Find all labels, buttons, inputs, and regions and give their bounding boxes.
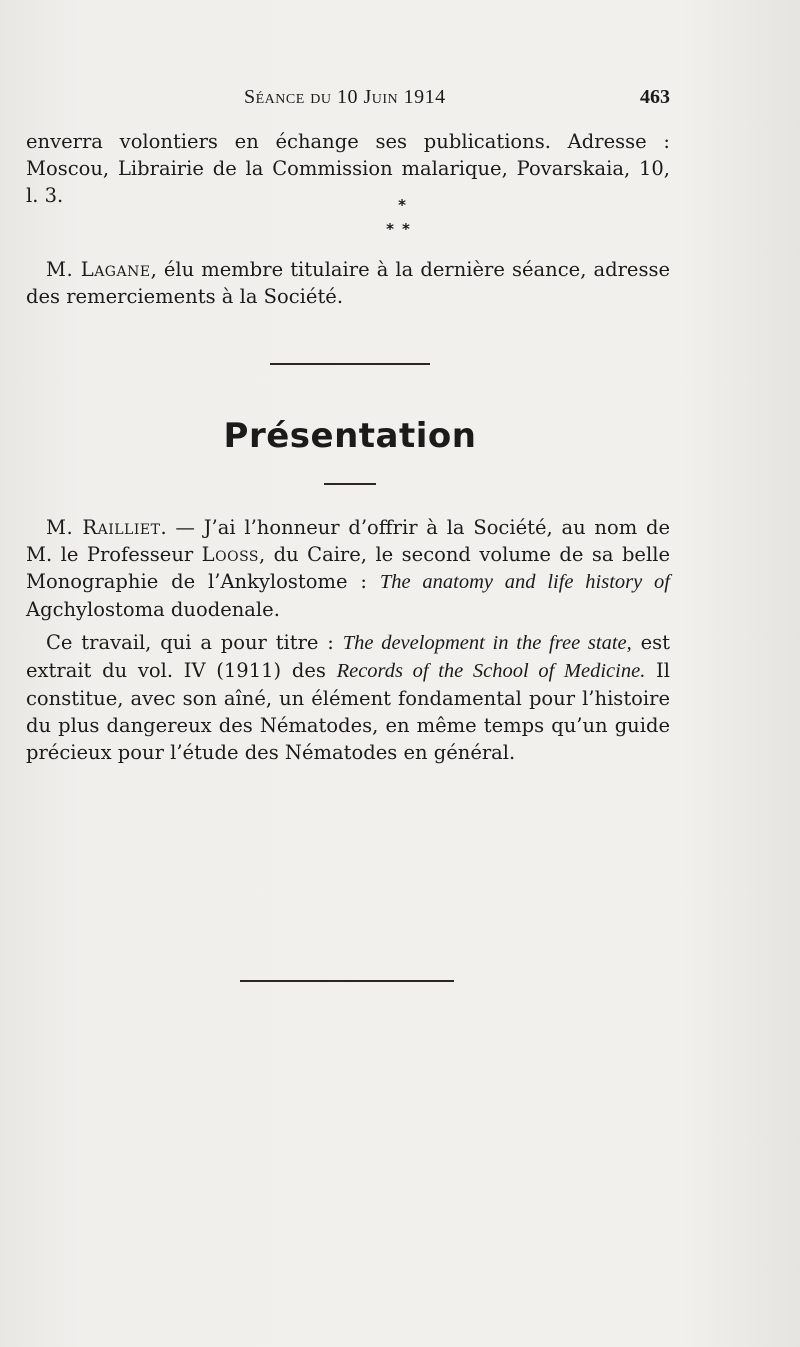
paragraph-railliet-text-1: . — J’ai l’honneur d’offrir à la Société, au nom de M. le Professeur bbox=[26, 516, 671, 566]
ornament-star-top: * bbox=[398, 196, 406, 214]
author-name-lagane: M. Lagane bbox=[46, 258, 151, 281]
section-rule-top bbox=[270, 363, 430, 365]
section-heading: Présentation bbox=[223, 416, 477, 456]
section-rule-short bbox=[324, 483, 376, 485]
paragraph-railliet-text-3: Agchylostoma duodenale. bbox=[26, 598, 280, 621]
book-title-italic: The anatomy and life history of bbox=[379, 571, 670, 593]
paragraph-railliet-text-2: , du Caire, le second volume de sa belle Monographie de l’Ankylostome : bbox=[26, 543, 670, 593]
work-title-italic: The development in the free state, bbox=[342, 632, 632, 654]
page-header bbox=[26, 80, 670, 110]
paragraph-travail-text-1: Ce travail, qui a pour titre : bbox=[46, 631, 343, 654]
page-number: 463 bbox=[640, 86, 670, 108]
paragraph-lagane-text: , élu membre titulaire à la dernière séance, adresse des remerciements à la Société. bbox=[26, 258, 670, 308]
paragraph-travail-text-3: Il constitue, avec son aîné, un élément fondamental pour l’histoire du plus dangereux des Nématodes, en même temps qu’un guide précieux pour l’étude des Nématodes en général. bbox=[26, 659, 670, 764]
paragraph-continuation: enverra volontiers en échange ses publications. Adresse : Moscou, Librairie de la Commission malarique, Povarskaia, 10, l. 3. bbox=[26, 130, 670, 207]
author-name-railliet: M. Railliet bbox=[46, 516, 161, 539]
running-head: Séance du 10 Juin 1914 bbox=[244, 86, 446, 108]
paragraph-travail bbox=[26, 629, 670, 766]
journal-title-italic: Records of the School of Medicine. bbox=[336, 660, 646, 682]
paragraph-lagane bbox=[26, 256, 670, 310]
paragraph-railliet bbox=[26, 514, 670, 623]
ornament-star-bottom: ** bbox=[386, 220, 418, 238]
end-rule bbox=[240, 980, 454, 982]
paragraph-travail-text-2: est extrait du vol. IV (1911) des bbox=[26, 631, 670, 682]
author-name-looss: Looss bbox=[201, 543, 260, 566]
